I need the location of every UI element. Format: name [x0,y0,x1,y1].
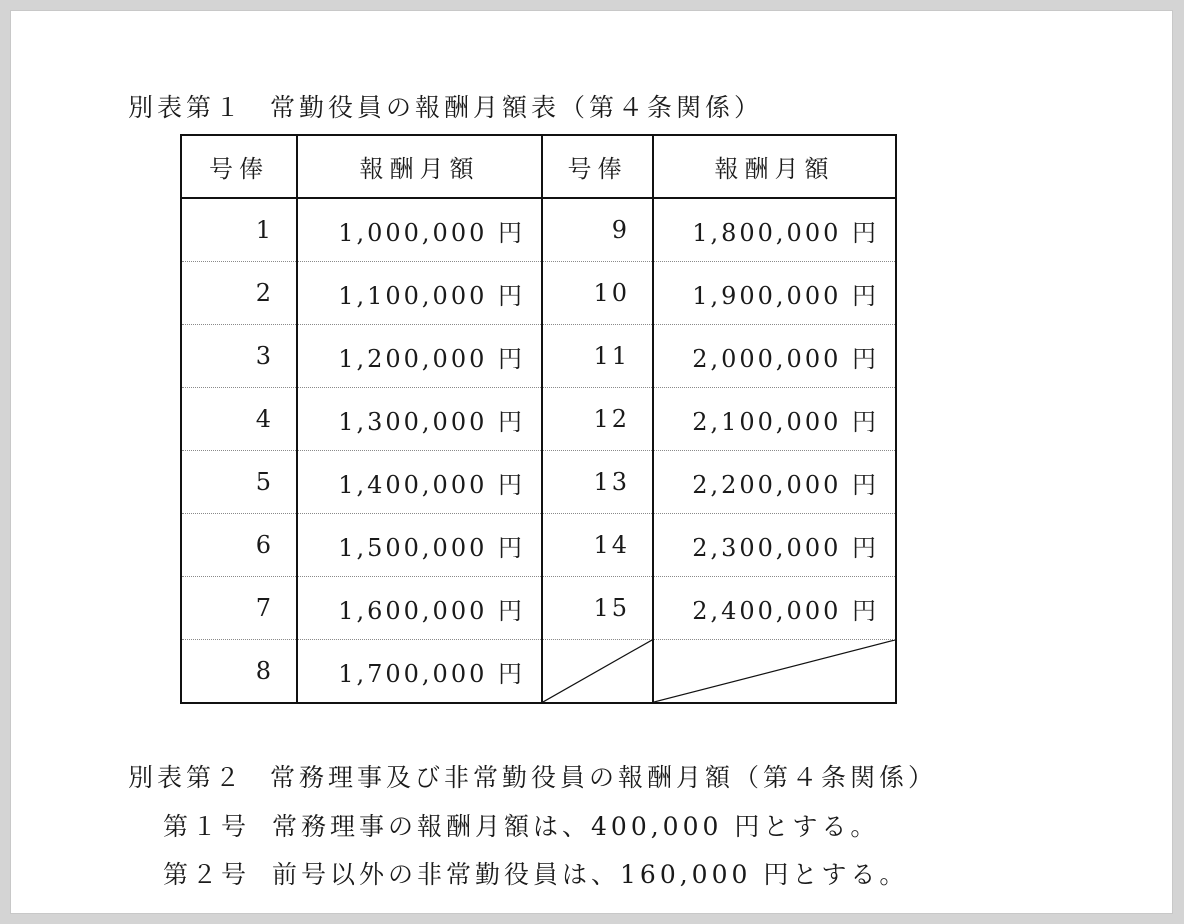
table2-heading-label: 別表第２ [128,763,245,792]
table-row [181,262,896,325]
empty-diagonal-cell [542,640,653,704]
amount-cell: 1,200,000 円 [297,325,542,388]
grade-cell: 13 [542,451,653,514]
amount-cell: 2,400,000 円 [653,577,896,640]
amount-cell: 2,200,000 円 [653,451,896,514]
grade-cell: 3 [181,325,297,388]
table2-heading-title: 常務理事及び非常勤役員の報酬月額（第４条関係） [270,763,938,792]
amount-cell: 1,100,000 円 [297,262,542,325]
diagonal-line-icon [543,640,652,702]
provision-text: 前号以外の非常勤役員は、160,000 円とする。 [272,860,909,889]
grade-cell: 7 [181,577,297,640]
grade-cell: 2 [181,262,297,325]
amount-cell: 1,800,000 円 [653,198,896,262]
amount-cell: 1,900,000 円 [653,262,896,325]
provision-text: 常務理事の報酬月額は、400,000 円とする。 [272,812,880,841]
grade-cell: 6 [181,514,297,577]
amount-cell: 1,300,000 円 [297,388,542,451]
salary-table [180,134,897,704]
header-amount-right: 報酬月額 [653,135,896,198]
empty-diagonal-cell [653,640,896,704]
table-row [181,514,896,577]
header-grade-right: 号俸 [542,135,653,198]
header-amount-left: 報酬月額 [297,135,542,198]
provision-label: 第１号 [163,812,251,841]
provision-label: 第２号 [163,860,251,889]
grade-cell: 10 [542,262,653,325]
amount-cell: 2,100,000 円 [653,388,896,451]
table-row [181,388,896,451]
grade-cell: 15 [542,577,653,640]
diagonal-line-icon [654,640,895,702]
grade-cell: 4 [181,388,297,451]
table1-heading-label: 別表第１ [128,93,245,122]
amount-cell: 1,000,000 円 [297,198,542,262]
table2-heading [128,763,937,793]
table-row [181,640,896,704]
amount-cell: 2,300,000 円 [653,514,896,577]
grade-cell: 14 [542,514,653,577]
table-row [181,577,896,640]
table1-heading [128,93,763,123]
table-row [181,451,896,514]
header-grade-left: 号俸 [181,135,297,198]
amount-cell: 1,400,000 円 [297,451,542,514]
provision-item-1 [163,812,879,842]
grade-cell: 5 [181,451,297,514]
amount-cell: 1,500,000 円 [297,514,542,577]
table-row [181,325,896,388]
table-header-row [181,135,896,198]
amount-cell: 2,000,000 円 [653,325,896,388]
amount-cell: 1,700,000 円 [297,640,542,704]
table1-heading-title: 常勤役員の報酬月額表（第４条関係） [270,93,764,122]
grade-cell: 1 [181,198,297,262]
amount-cell: 1,600,000 円 [297,577,542,640]
document-page [11,11,1172,913]
grade-cell: 8 [181,640,297,704]
grade-cell: 11 [542,325,653,388]
table-row [181,198,896,262]
grade-cell: 9 [542,198,653,262]
provision-item-2 [163,860,908,890]
grade-cell: 12 [542,388,653,451]
